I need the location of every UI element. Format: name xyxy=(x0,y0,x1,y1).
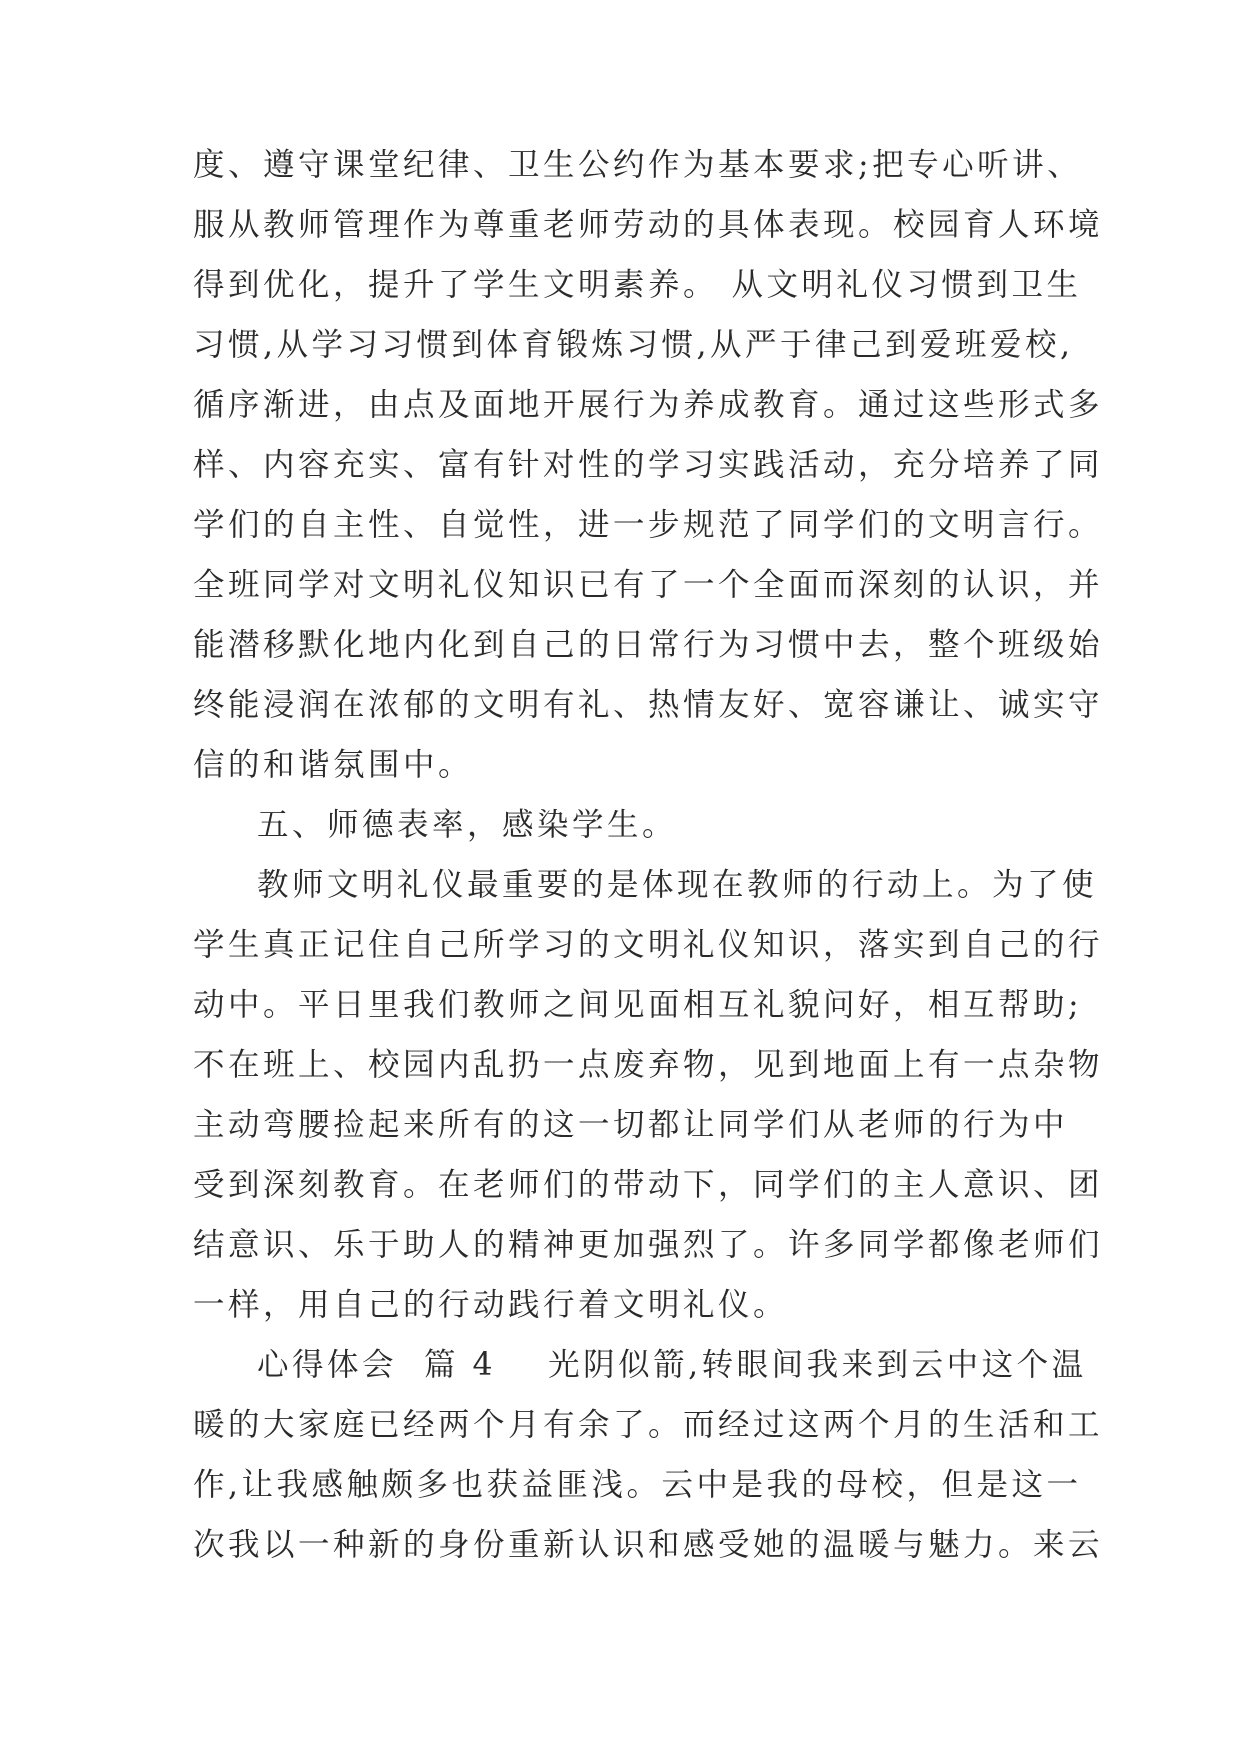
text-line: 信的和谐氛围中。 xyxy=(193,747,474,783)
document-page xyxy=(193,135,1104,1575)
text-line: 教师文明礼仪最重要的是体现在教师的行动上。为了使 xyxy=(257,867,1098,903)
text-line: 一样，用自己的行动践行着文明礼仪。 xyxy=(193,1287,789,1323)
text-line: 习惯,从学习习惯到体育锻炼习惯,从严于律己到爱班爱校, xyxy=(193,327,1074,363)
text-line: 主动弯腰捡起来所有的这一切都让同学们从老师的行为中 xyxy=(193,1107,1069,1143)
text-line: 次我以一种新的身份重新认识和感受她的温暖与魅力。来云 xyxy=(193,1527,1104,1563)
text-line: 不在班上、校园内乱扔一点废弃物，见到地面上有一点杂物 xyxy=(193,1047,1104,1083)
text-line: 度、遵守课堂纪律、卫生公约作为基本要求;把专心听讲、 xyxy=(193,147,1083,183)
text-line: 能潜移默化地内化到自己的日常行为习惯中去，整个班级始 xyxy=(193,627,1104,663)
text-line: 结意识、乐于助人的精神更加强烈了。许多同学都像老师们 xyxy=(193,1227,1104,1263)
text-line: 学生真正记住自己所学习的文明礼仪知识，落实到自己的行 xyxy=(193,927,1104,963)
text-line: 暖的大家庭已经两个月有余了。而经过这两个月的生活和工 xyxy=(193,1407,1104,1443)
text-line: 终能浸润在浓郁的文明有礼、热情友好、宽容谦让、诚实守 xyxy=(193,687,1104,723)
text-line: 受到深刻教育。在老师们的带动下，同学们的主人意识、团 xyxy=(193,1167,1104,1203)
text-line: 动中。平日里我们教师之间见面相互礼貌问好，相互帮助; xyxy=(193,987,1083,1023)
text-line: 全班同学对文明礼仪知识已有了一个全面而深刻的认识，并 xyxy=(193,567,1104,603)
text-line: 服从教师管理作为尊重老师劳动的具体表现。校园育人环境 xyxy=(193,207,1104,243)
text-line: 得到优化，提升了学生文明素养。 从文明礼仪习惯到卫生 xyxy=(193,267,1082,303)
section-4-first-line xyxy=(193,1335,1087,1395)
section-heading: 五、师德表率，感染学生。 xyxy=(257,807,678,843)
text-line: 学们的自主性、自觉性，进一步规范了同学们的文明言行。 xyxy=(193,507,1104,543)
section-4-text: 光阴似箭,转眼间我来到云中这个温 xyxy=(548,1347,1087,1383)
text-line: 样、内容充实、富有针对性的学习实践活动，充分培养了同 xyxy=(193,447,1104,483)
text-line: 作,让我感触颇多也获益匪浅。云中是我的母校，但是这一 xyxy=(193,1467,1082,1503)
text-line: 循序渐进，由点及面地开展行为养成教育。通过这些形式多 xyxy=(193,387,1104,423)
section-4-heading: 心得体会 篇 4 xyxy=(257,1347,497,1383)
